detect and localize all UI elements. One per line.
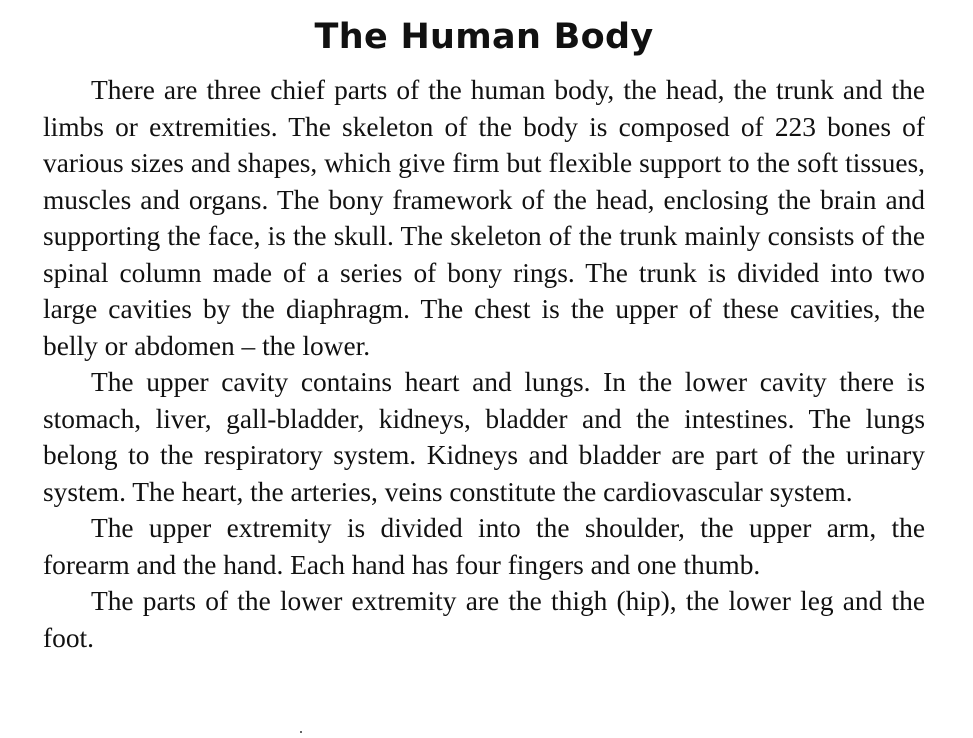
paragraph-upper-extremity: The upper extremity is divided into the shoulder, the upper arm, the forearm and the hand. Each hand has four fingers and one thumb.	[43, 513, 925, 580]
document-page	[43, 10, 925, 656]
scan-speck	[300, 731, 302, 733]
page-title: The Human Body	[314, 17, 654, 57]
paragraph-lower-extremity: The parts of the lower extremity are the thigh (hip), the lower leg and the foot.	[43, 586, 925, 653]
paragraph-body-parts: There are three chief parts of the human body, the head, the trunk and the limbs or extremities. The skeleton of the body is composed of 223 bones of various sizes and shapes, which give firm but flexible support to the soft tissues, muscles and organs. The bony framework of the head, enclosing the brain and supporting the face, is the skull. The skeleton of the trunk mainly consists of the spinal column made of a series of bony rings. The trunk is divided into two large cavities by the diaphragm. The chest is the upper of these cavities, the belly or abdomen – the lower.	[43, 75, 925, 361]
paragraph-cavities: The upper cavity contains heart and lungs. In the lower cavity there is stomach, liver, gall-bladder, kidneys, bladder and the intestines. The lungs belong to the respiratory system. Kidneys and bladder are part of the urinary system. The heart, the arteries, veins constitute the cardiovascular system.	[43, 367, 925, 507]
